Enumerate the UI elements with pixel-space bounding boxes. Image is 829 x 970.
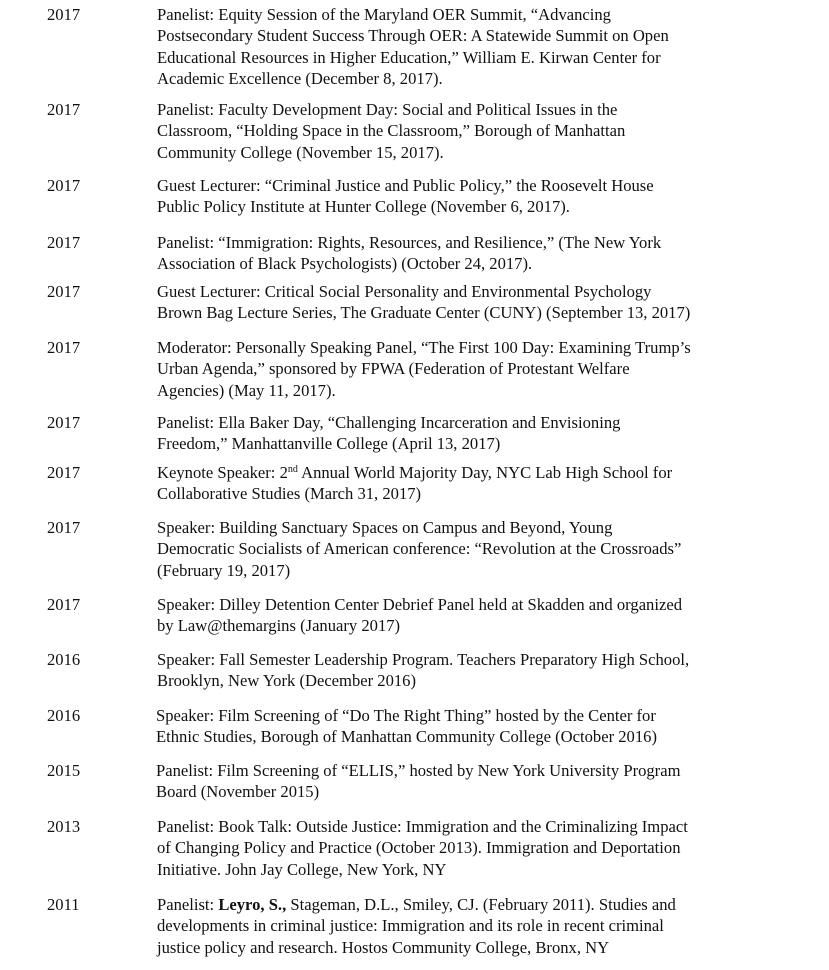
description-line: Speaker: Building Sanctuary Spaces on Campus and Beyond, Young	[157, 518, 613, 537]
entry-description	[157, 175, 822, 218]
entry-description	[157, 649, 822, 692]
description-line: Panelist: “Immigration: Rights, Resources, and Resilience,” (The New York	[157, 233, 662, 252]
description-line	[157, 462, 822, 483]
description-line: Brooklyn, New York (December 2016)	[157, 671, 417, 691]
entry-description	[157, 517, 822, 581]
entry-description	[157, 894, 822, 958]
description-line: Classroom, “Holding Space in the Classroom,” Borough of Manhattan	[157, 121, 626, 141]
entry-description	[157, 816, 822, 880]
entry-year: 2017	[47, 176, 81, 195]
entry-description	[156, 760, 821, 803]
entry-year: 2017	[47, 100, 81, 119]
description-line: Community College (November 15, 2017).	[157, 142, 444, 162]
description-line: justice policy and research. Hostos Community College, Bronx, NY	[157, 937, 610, 957]
description-line: Speaker: Dilley Detention Center Debrief Panel held at Skadden and organized	[157, 595, 682, 614]
entry-year: 2017	[47, 282, 81, 301]
entry-year: 2011	[47, 895, 80, 914]
author-name-bold: Leyro, S.,	[218, 895, 287, 914]
description-line: Brown Bag Lecture Series, The Graduate Center (CUNY) (September 13, 2017)	[157, 303, 691, 323]
description-line: Democratic Socialists of American conference: “Revolution at the Crossroads”	[157, 539, 682, 559]
description-line: developments in criminal justice: Immigration and its role in recent criminal	[157, 916, 664, 936]
description-line: Guest Lecturer: Critical Social Personality and Environmental Psychology	[157, 282, 652, 301]
description-line: Speaker: Fall Semester Leadership Program. Teachers Preparatory High School,	[157, 650, 690, 669]
entry-year: 2013	[47, 817, 81, 836]
description-line: (February 19, 2017)	[157, 560, 291, 580]
entry-year: 2017	[47, 595, 81, 614]
description-line: Panelist: Faculty Development Day: Social and Political Issues in the	[157, 100, 618, 119]
description-line	[157, 894, 822, 915]
entry-description	[157, 232, 822, 275]
description-line: Association of Black Psychologists) (October 24, 2017).	[157, 254, 533, 274]
description-line: Postsecondary Student Success Through OER: A Statewide Summit on Open	[157, 26, 669, 46]
description-line: Ethnic Studies, Borough of Manhattan Community College (October 2016)	[156, 727, 657, 747]
entry-description	[157, 594, 822, 637]
entry-year: 2017	[47, 5, 81, 24]
description-line: Board (November 2015)	[156, 782, 320, 802]
entry-year: 2017	[47, 463, 81, 482]
entry-year: 2017	[47, 518, 81, 537]
line-text: Stageman, D.L., Smiley, CJ. (February 2011). Studies and	[286, 895, 676, 914]
description-line: Panelist: Ella Baker Day, “Challenging Incarceration and Envisioning	[157, 413, 621, 432]
line-text: Keynote Speaker: 2	[157, 463, 288, 482]
description-line: Urban Agenda,” sponsored by FPWA (Federation of Protestant Welfare	[157, 359, 630, 379]
description-line: Guest Lecturer: “Criminal Justice and Public Policy,” the Roosevelt House	[157, 176, 654, 195]
entry-description	[157, 99, 822, 163]
entry-year: 2015	[47, 761, 81, 780]
description-line: Moderator: Personally Speaking Panel, “The First 100 Day: Examining Trump’s	[157, 338, 691, 357]
entry-description	[157, 462, 822, 505]
line-text: Annual World Majority Day, NYC Lab High School for	[297, 463, 673, 482]
description-line: Freedom,” Manhattanville College (April 13, 2017)	[157, 434, 501, 454]
entry-year: 2017	[47, 338, 81, 357]
description-line: Initiative. John Jay College, New York, NY	[157, 859, 447, 879]
description-line: Public Policy Institute at Hunter College (November 6, 2017).	[157, 197, 570, 217]
entry-year: 2017	[47, 413, 81, 432]
entry-year: 2016	[47, 706, 81, 725]
description-line: Academic Excellence (December 8, 2017).	[157, 68, 443, 88]
ordinal-suffix: nd	[287, 464, 298, 475]
description-line: of Changing Policy and Practice (October 2013). Immigration and Deportation	[157, 838, 681, 858]
description-line: by Law@themargins (January 2017)	[157, 616, 401, 636]
entry-description	[156, 705, 821, 748]
description-line: Panelist: Book Talk: Outside Justice: Immigration and the Criminalizing Impact	[157, 817, 688, 836]
entry-description	[157, 337, 822, 401]
description-line: Panelist: Equity Session of the Maryland OER Summit, “Advancing	[157, 5, 611, 24]
entry-year: 2016	[47, 650, 81, 669]
description-line: Educational Resources in Higher Education,” William E. Kirwan Center for	[157, 47, 661, 67]
line-text: Panelist:	[157, 895, 219, 914]
entry-description	[157, 4, 822, 89]
entry-description	[157, 412, 822, 455]
description-line: Agencies) (May 11, 2017).	[157, 380, 336, 400]
description-line: Panelist: Film Screening of “ELLIS,” hosted by New York University Program	[156, 761, 681, 780]
description-line: Speaker: Film Screening of “Do The Right Thing” hosted by the Center for	[156, 706, 656, 725]
description-line: Collaborative Studies (March 31, 2017)	[157, 484, 422, 504]
entry-year: 2017	[47, 233, 81, 252]
entry-description	[157, 281, 822, 324]
